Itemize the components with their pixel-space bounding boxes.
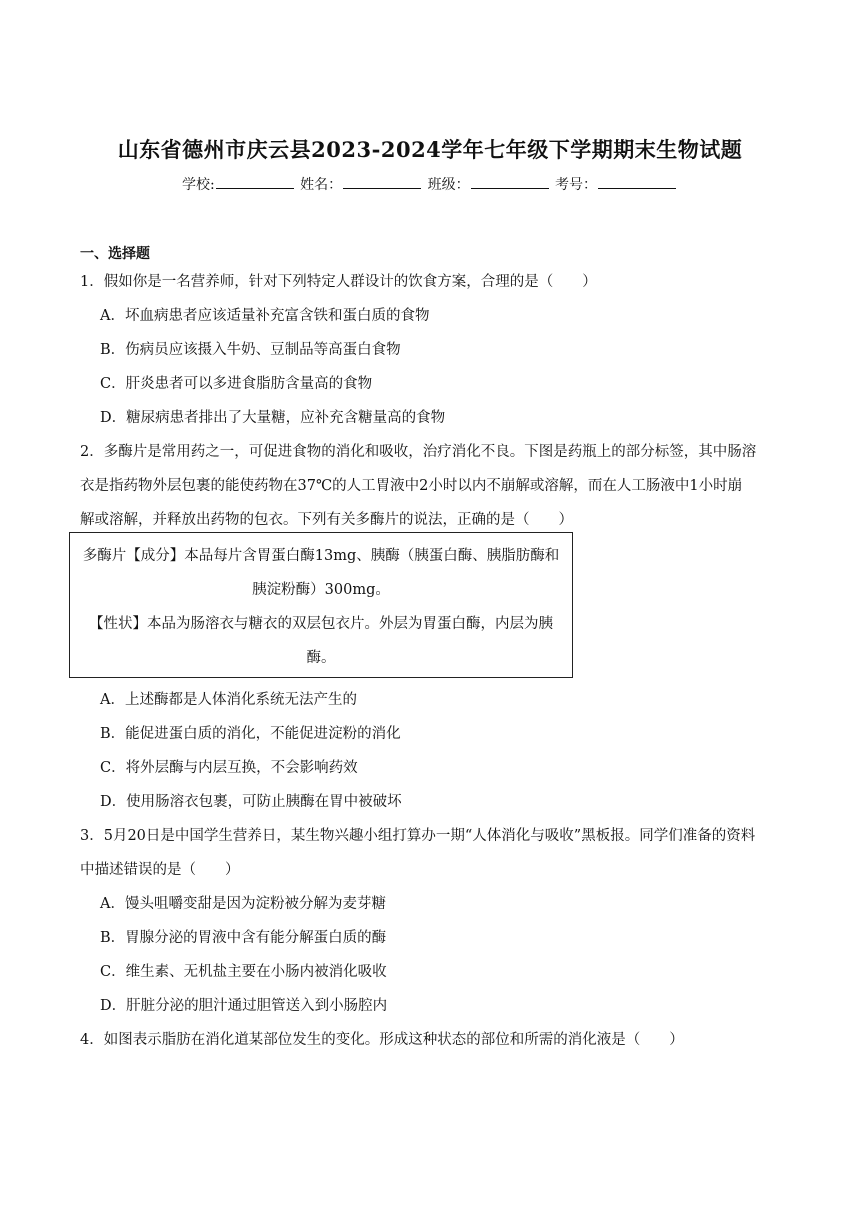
- question-3-stem-line-2: 中描述错误的是（ ）: [80, 862, 240, 878]
- question-1-stem: 1．假如你是一名营养师，针对下列特定人群设计的饮食方案，合理的是（ ）: [80, 274, 597, 290]
- section-heading: 一、选择题: [80, 246, 150, 262]
- question-2-stem-line-2: 衣是指药物外层包裹的能使药物在37℃的人工胃液中2小时以内不崩解或溶解，而在人工肠液中1小时崩: [80, 478, 743, 494]
- question-2-option-c: C．将外层酶与内层互换，不会影响药效: [100, 760, 358, 776]
- school-blank[interactable]: [216, 175, 294, 189]
- name-label: 姓名：: [300, 177, 343, 193]
- question-1-option-b: B．伤病员应该摄入牛奶、豆制品等高蛋白食物: [100, 342, 401, 358]
- question-1-option-d: D．糖尿病患者排出了大量糖，应补充含糖量高的食物: [100, 410, 446, 426]
- question-3-option-d: D．肝脏分泌的胆汁通过胆管送入到小肠腔内: [100, 998, 388, 1014]
- question-3-option-a: A．馒头咀嚼变甜是因为淀粉被分解为麦芽糖: [100, 896, 386, 912]
- exam-no-blank[interactable]: [598, 175, 676, 189]
- medicine-label-box: [69, 532, 573, 678]
- medicine-label-line-1: 多酶片【成分】本品每片含胃蛋白酶13mg、胰酶（胰蛋白酶、胰脂肪酶和: [82, 548, 560, 564]
- medicine-label-line-4: 酶。: [306, 650, 336, 666]
- class-label: 班级：: [427, 177, 470, 193]
- question-3-stem-line-1: 3．5月20日是中国学生营养日，某生物兴趣小组打算办一期“人体消化与吸收”黑板报。同学们准备的资料: [80, 828, 756, 844]
- question-3-option-b: B．胃腺分泌的胃液中含有能分解蛋白质的酶: [100, 930, 387, 946]
- question-1-option-a: A．坏血病患者应该适量补充富含铁和蛋白质的食物: [100, 308, 430, 324]
- question-4-stem: 4．如图表示脂肪在消化道某部位发生的变化。形成这种状态的部位和所需的消化液是（ ）: [80, 1032, 684, 1048]
- medicine-label-line-2: 胰淀粉酶）300mg。: [252, 582, 390, 598]
- question-2-option-a: A．上述酶都是人体消化系统无法产生的: [100, 692, 357, 708]
- exam-no-label: 考号：: [555, 177, 598, 193]
- question-2-option-b: B．能促进蛋白质的消化，不能促进淀粉的消化: [100, 726, 401, 742]
- school-label: 学校:: [181, 177, 215, 193]
- exam-title: 山东省德州市庆云县2023-2024学年七年级下学期期末生物试题: [117, 137, 743, 162]
- question-2-stem-line-1: 2．多酶片是常用药之一，可促进食物的消化和吸收，治疗消化不良。下图是药瓶上的部分标签，其中肠溶: [80, 444, 757, 460]
- question-2-option-d: D．使用肠溶衣包裹，可防止胰酶在胃中被破坏: [100, 794, 402, 810]
- name-blank[interactable]: [343, 175, 421, 189]
- question-2-stem-line-3: 解或溶解，并释放出药物的包衣。下列有关多酶片的说法，正确的是（ ）: [80, 512, 573, 528]
- class-blank[interactable]: [471, 175, 549, 189]
- student-info-line: [0, 174, 860, 194]
- question-1-option-c: C．肝炎患者可以多进食脂肪含量高的食物: [100, 376, 373, 392]
- medicine-label-line-3: 【性状】本品为肠溶衣与糖衣的双层包衣片。外层为胃蛋白酶，内层为胰: [89, 616, 553, 632]
- question-3-option-c: C．维生素、无机盐主要在小肠内被消化吸收: [100, 964, 387, 980]
